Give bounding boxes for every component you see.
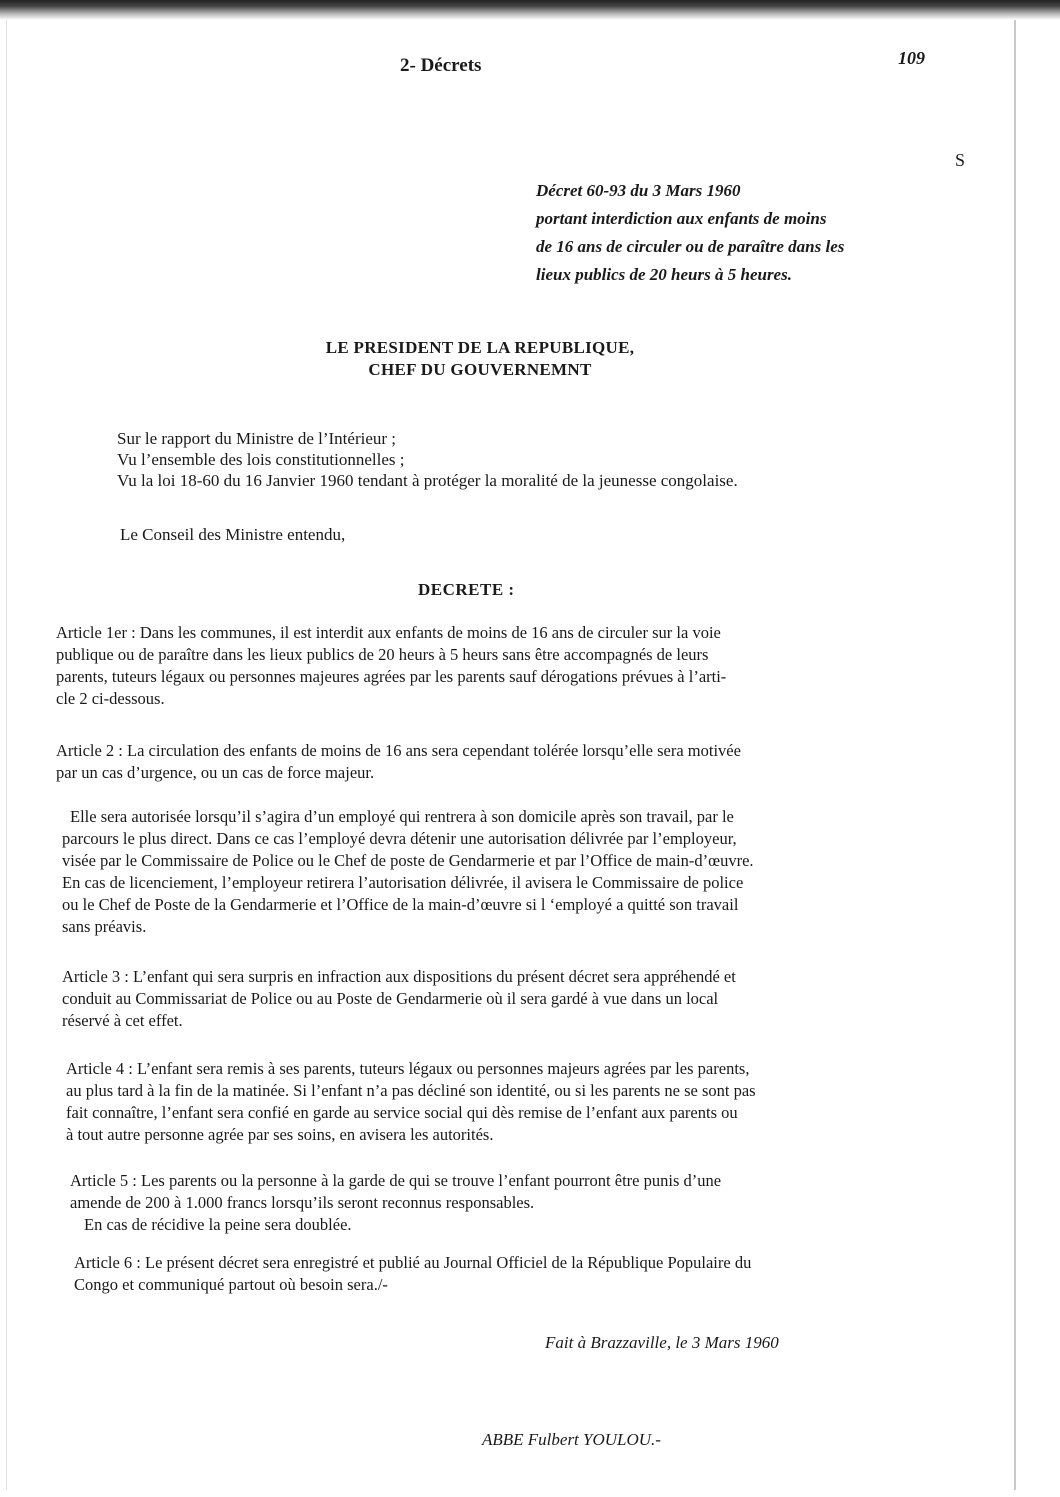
signatory: ABBE Fulbert YOULOU.- [482,1430,661,1449]
visa-line: Vu la loi 18-60 du 16 Janvier 1960 tendant à protéger la moralité de la jeunesse congolaise. [117,471,738,490]
council-line: Le Conseil des Ministre entendu, [120,525,346,544]
article-4 [66,1058,756,1146]
decree-title-line: portant interdiction aux enfants de moins [536,209,827,228]
article-line: Article 4 : L’enfant sera remis à ses parents, tuteurs légaux ou personnes majeurs agrées par les parents, [66,1059,750,1078]
article-line: Elle sera autorisée lorsqu’il s’agira d’un employé qui rentrera à son domicile après son travail, par le [70,807,734,826]
decree-title [536,177,936,289]
article-line: Article 2 : La circulation des enfants de moins de 16 ans sera cependant tolérée lorsqu’elle sera motivée [56,741,741,760]
section-heading: 2- Décrets [400,55,482,76]
article-line: conduit au Commissariat de Police ou au Poste de Gendarmerie où il sera gardé à vue dans un local [62,989,719,1008]
article-line: fait connaître, l’enfant sera confié en garde au service social qui dès remise de l’enfant aux parents ou [66,1103,738,1122]
article-2-paragraph-2 [62,806,754,938]
decree-title-line: de 16 ans de circuler ou de paraître dans les [536,237,845,256]
page-number: 109 [898,48,925,68]
article-line: En cas de récidive la peine sera doublée. [84,1215,352,1234]
scan-top-edge [0,0,1060,20]
visa-line: Vu l’ensemble des lois constitutionnelles ; [117,450,405,469]
article-line: au plus tard à la fin de la matinée. Si l’enfant n’a pas décliné son identité, ou si les parents ne se sont pas [66,1081,756,1100]
article-line: parcours le plus direct. Dans ce cas l’employé devra détenir une autorisation délivrée par l’employeur, [62,829,737,848]
article-2 [56,740,741,784]
visas-block [117,428,738,491]
article-line: Article 6 : Le présent décret sera enregistré et publié au Journal Officiel de la République Populaire du [74,1253,752,1272]
article-line: amende de 200 à 1.000 francs lorsqu’ils seront reconnus responsables. [70,1193,535,1212]
visa-line: Sur le rapport du Ministre de l’Intérieur ; [117,429,397,448]
article-5 [70,1170,721,1236]
authority-heading [260,337,700,381]
scan-right-edge [1014,20,1016,1490]
article-line: Article 5 : Les parents ou la personne à la garde de qui se trouve l’enfant pourront être punis d’une [70,1171,722,1190]
place-date: Fait à Brazzaville, le 3 Mars 1960 [545,1333,779,1352]
article-line: parents, tuteurs légaux ou personnes majeures agrées par les parents sauf dérogations prévues à l’arti- [56,667,727,686]
article-3 [62,966,736,1032]
article-line: à tout autre personne agrée par ses soins, en avisera les autorités. [66,1125,494,1144]
decree-title-line: lieux publics de 20 heurs à 5 heures. [536,265,792,284]
article-line: En cas de licenciement, l’employeur retirera l’autorisation délivrée, il avisera le Commissaire de police [62,873,744,892]
article-line: Congo et communiqué partout où besoin sera./- [74,1275,388,1294]
article-line: cle 2 ci-dessous. [56,689,165,708]
article-line: par un cas d’urgence, ou un cas de force majeur. [56,763,375,782]
article-6 [74,1252,751,1296]
margin-mark: S [955,150,966,170]
article-line: Article 1er : Dans les communes, il est interdit aux enfants de moins de 16 ans de circuler sur la voie [56,623,721,642]
authority-line: LE PRESIDENT DE LA REPUBLIQUE, [325,338,635,357]
article-line: Article 3 : L’enfant qui sera surpris en infraction aux dispositions du présent décret sera appréhendé et [62,967,736,986]
article-line: réservé à cet effet. [62,1011,183,1030]
article-line: ou le Chef de Poste de la Gendarmerie et l’Office de la main-d’œuvre si l ‘employé a quitté son travail [62,895,739,914]
article-1 [56,622,726,710]
decrete-heading: DECRETE : [418,580,515,599]
article-line: publique ou de paraître dans les lieux publics de 20 heurs à 5 heurs sans être accompagnés de leurs [56,645,709,664]
article-line: visée par le Commissaire de Police ou le Chef de poste de Gendarmerie et par l’Office de main-d’œuvre. [62,851,754,870]
decree-title-line: Décret 60-93 du 3 Mars 1960 [536,181,741,200]
article-line: sans préavis. [62,917,147,936]
scan-left-edge [6,20,7,1490]
authority-line: CHEF DU GOUVERNEMNT [368,360,592,379]
